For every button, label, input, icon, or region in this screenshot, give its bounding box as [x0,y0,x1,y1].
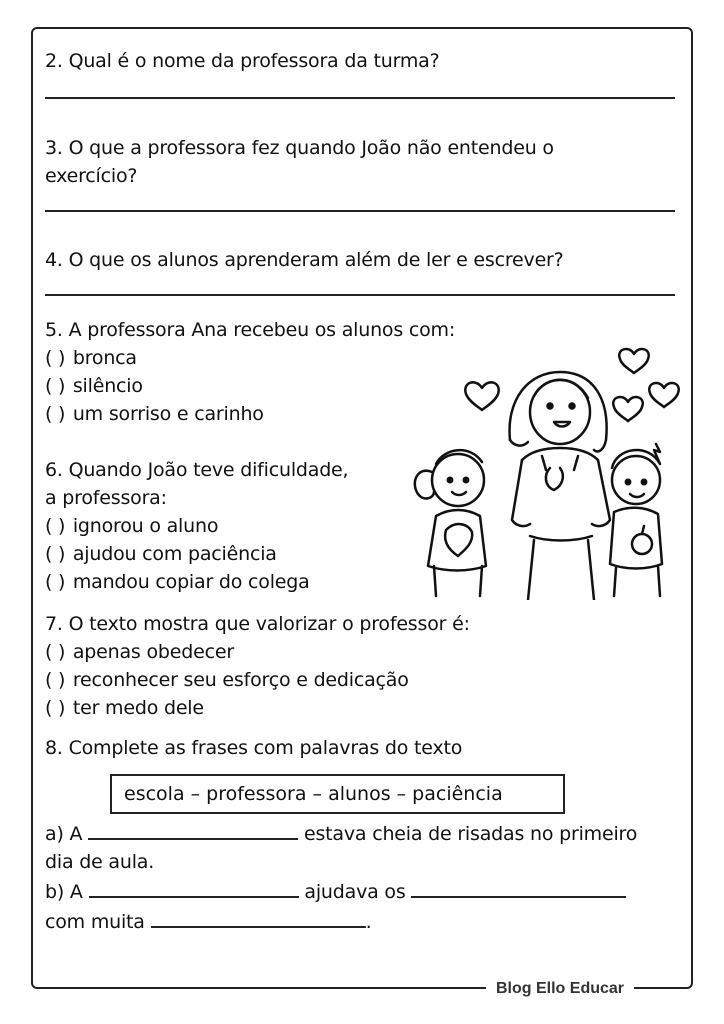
answer-line-q4[interactable] [45,294,675,296]
heart-icon [613,397,643,421]
q7-option-1[interactable]: ( ) apenas obedecer [45,641,234,663]
blank-b-1[interactable] [89,876,299,898]
question-3 [45,134,677,190]
question-7 [45,610,470,722]
question-3-line2: exercício? [45,165,138,187]
question-6-prompt-line2: a professora: [45,487,167,509]
q5-option-1[interactable]: ( ) bronca [45,347,137,369]
q5-option-3[interactable]: ( ) um sorriso e carinho [45,403,264,425]
blank-b-3[interactable] [151,906,366,928]
teacher-children-illustration [402,340,692,600]
question-5 [45,316,455,428]
q7-option-2[interactable]: ( ) reconhecer seu esforço e dedicação [45,669,409,691]
footer-brand: Blog Ello Educar [486,977,634,1001]
q7-option-3[interactable]: ( ) ter medo dele [45,697,204,719]
q6-option-1[interactable]: ( ) ignorou o aluno [45,515,219,537]
q5-option-2[interactable]: ( ) silêncio [45,375,143,397]
question-3-line1: 3. O que a professora fez quando João não entendeu o [45,137,554,159]
q6-option-3[interactable]: ( ) mandou copiar do colega [45,571,310,593]
answer-line-q2[interactable] [45,97,675,99]
heart-icon [619,349,649,373]
heart-icon [465,382,498,410]
question-6 [45,456,348,596]
question-8-sentences [45,818,685,936]
sentence-a-line2: dia de aula. [45,851,155,873]
sentence-b: b) A ajudava os [45,876,685,906]
question-2: 2. Qual é o nome da professora da turma? [45,50,440,72]
heart-icon [649,383,679,407]
question-8: 8. Complete as frases com palavras do texto [45,737,463,759]
question-7-prompt: 7. O texto mostra que valorizar o professor é: [45,613,470,635]
blank-a-1[interactable] [88,818,298,840]
question-6-prompt-line1: 6. Quando João teve dificuldade, [45,459,349,481]
word-bank-box: escola – professora – alunos – paciência [110,774,565,814]
blank-b-2[interactable] [411,876,626,898]
sentence-b-line2: com muita . [45,906,685,936]
question-4: 4. O que os alunos aprenderam além de ler e escrever? [45,249,564,271]
q6-option-2[interactable]: ( ) ajudou com paciência [45,543,277,565]
answer-line-q3[interactable] [45,210,675,212]
question-5-prompt: 5. A professora Ana recebeu os alunos com: [45,319,456,341]
sentence-a: a) A estava cheia de risadas no primeiro [45,818,685,848]
